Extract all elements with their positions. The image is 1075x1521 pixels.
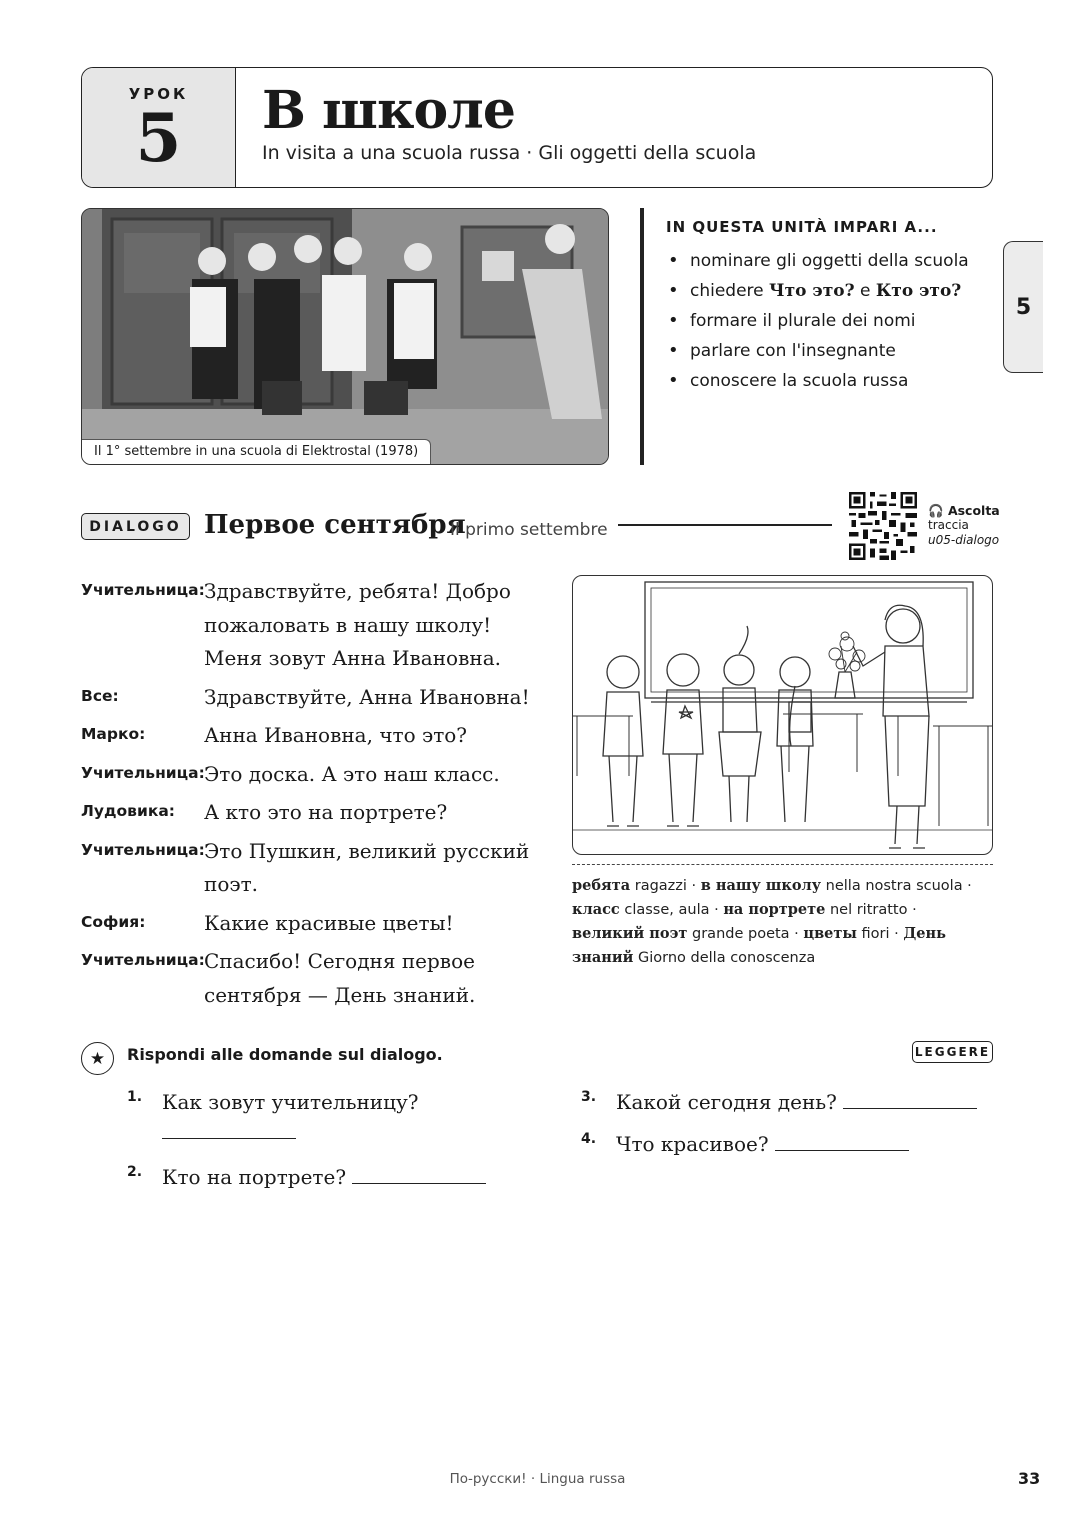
speaker: Учительница: [81, 951, 205, 969]
lesson-number: 5 [135, 98, 182, 177]
question-3 [581, 1087, 1001, 1117]
speech: Это Пушкин, великий русский поэт. [204, 838, 530, 896]
page-title: В школе [262, 80, 515, 141]
question-number: 3. [581, 1089, 597, 1105]
answer-blank[interactable] [843, 1087, 977, 1109]
objective-item: • conoscere la scuola russa [666, 366, 980, 396]
audio-title: 🎧 Ascolta [928, 503, 1000, 518]
glossary: ребята ragazzi · в нашу школу nella nostra scuola · класс classe, aula · на портрете nel ritratto · великий поэт grande poeta · цветы fiori · День знаний Giorno della conoscenza [572, 877, 972, 966]
chapter-side-tab [1003, 241, 1043, 373]
dialogue-line [81, 575, 551, 676]
objective-item: • nominare gli oggetti della scuola [666, 246, 980, 276]
dialogue-line [81, 945, 551, 1012]
chapter-tab-number: 5 [1015, 294, 1032, 320]
question-number: 2. [127, 1164, 143, 1180]
question-4 [581, 1129, 1001, 1159]
dialogue-text [81, 575, 551, 1017]
star-icon: ★ [81, 1042, 114, 1075]
speaker: Учительница: [81, 763, 205, 782]
audio-label: traccia [928, 518, 969, 532]
question-text: Кто на портрете? [162, 1162, 527, 1192]
objective-item: • formare il plurale dei nomi [666, 306, 980, 336]
exercise-skill-tag: LEGGERE [912, 1041, 993, 1063]
dialogue-subtitle: Il primo settembre [450, 520, 608, 540]
objectives-box [640, 208, 980, 465]
audio-track-name: u05-dialogo [928, 533, 1000, 547]
historical-photo [81, 208, 609, 465]
objectives-title: IN QUESTA UNITÀ IMPARI A... [666, 218, 938, 236]
dialogue-line [81, 758, 551, 792]
headphones-icon: 🎧 [928, 503, 944, 518]
qr-code-icon[interactable] [849, 492, 917, 560]
page-subtitle: In visita a una scuola russa · Gli oggetti della scuola [262, 142, 757, 164]
lesson-header [81, 67, 993, 188]
school-children-photo [82, 209, 609, 465]
speech: Анна Ивановна, что это? [204, 723, 468, 747]
photo-caption: Il 1° settembre in una scuola di Elektrostal (1978) [82, 439, 431, 464]
dialogue-rule [618, 524, 832, 526]
dialogue-line [81, 796, 551, 830]
question-text: Что красивое? [616, 1129, 1001, 1159]
speech: Это доска. А это наш класс. [204, 761, 500, 786]
dialogue-line [81, 907, 551, 941]
question-text: Какой сегодня день? [616, 1087, 1001, 1117]
objectives-list [666, 246, 980, 396]
question-number: 1. [127, 1089, 143, 1105]
dialogue-line [81, 719, 551, 753]
lesson-titles [236, 68, 756, 187]
answer-blank[interactable] [352, 1162, 486, 1184]
question-1 [127, 1087, 427, 1147]
speech: Здравствуйте, ребята! Добро пожаловать в нашу школу! Меня зовут Анна Ивановна. [204, 579, 511, 670]
speech: Какие красивые цветы! [204, 910, 454, 935]
dialogue-title: Первое сентября [204, 510, 466, 540]
question-text: Как зовут учительницу? [162, 1087, 427, 1147]
speech: Спасибо! Сегодня первое сентября — День знаний. [204, 949, 476, 1007]
lesson-badge [82, 68, 236, 187]
answer-blank[interactable] [775, 1129, 909, 1151]
speaker: София: [81, 912, 146, 931]
speech: Здравствуйте, Анна Ивановна! [204, 684, 530, 709]
dialogue-tag: DIALOGO [81, 513, 190, 540]
exercise-instruction: Rispondi alle domande sul dialogo. [127, 1045, 443, 1064]
speaker: Лудовика: [81, 802, 175, 820]
glossary-divider [572, 864, 993, 865]
answer-blank[interactable] [162, 1117, 296, 1139]
footer-book-title: По-русски! · Lingua russa [449, 1471, 626, 1487]
classroom-illustration [572, 575, 993, 855]
objective-item: • parlare con l'insegnante [666, 336, 980, 366]
objective-item: • chiedere Что это? e Кто это? [666, 276, 980, 306]
question-2 [127, 1162, 527, 1192]
speaker: Марко: [81, 725, 146, 743]
speaker: Все: [81, 686, 119, 705]
speech: А кто это на портрете? [204, 800, 448, 824]
dialogue-line [81, 681, 551, 715]
speaker: Учительница: [81, 840, 205, 859]
dialogue-line [81, 835, 551, 902]
speaker: Учительница: [81, 581, 205, 599]
classroom-drawing [573, 576, 993, 855]
audio-track-info[interactable] [928, 503, 1000, 548]
lesson-label: УРОК [128, 84, 189, 103]
page-number: 33 [1018, 1469, 1041, 1488]
question-number: 4. [581, 1131, 597, 1147]
